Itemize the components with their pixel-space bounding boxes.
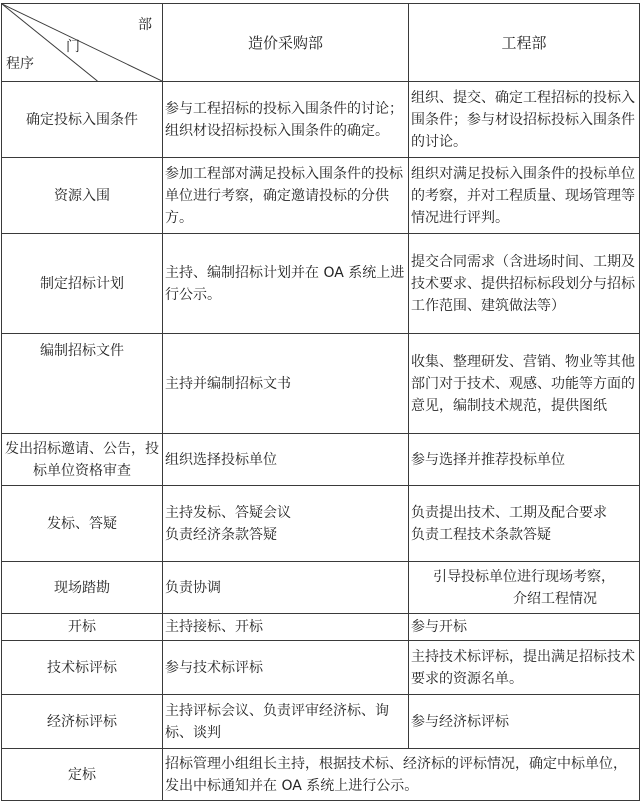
table-row — [2, 695, 640, 749]
header-engineering-dept: 工程部 — [409, 4, 640, 82]
table-row — [2, 562, 640, 614]
eng-cell — [409, 486, 640, 562]
table-row — [2, 234, 640, 334]
cost-cell: 主持、编制招标计划并在 OA 系统上进行公示。 — [163, 234, 409, 334]
step-cell: 现场踏勘 — [2, 562, 163, 614]
cost-cell: 参与技术标评标 — [163, 641, 409, 695]
diagonal-header-cell — [2, 4, 163, 82]
step-cell: 确定投标入围条件 — [2, 82, 163, 158]
table-row — [2, 486, 640, 562]
header-cost-dept: 造价采购部 — [163, 4, 409, 82]
corner-men-label: 门 — [66, 39, 80, 55]
table-row — [2, 614, 640, 641]
cost-cell: 主持评标会议、负责评审经济标、询标、谈判 — [163, 695, 409, 749]
table-row — [2, 749, 640, 801]
cost-cell — [163, 486, 409, 562]
cost-cell: 组织选择投标单位 — [163, 434, 409, 486]
eng-cell: 参与开标 — [409, 614, 640, 641]
responsibility-table — [1, 3, 640, 801]
eng-line: 引导投标单位进行现场考察， — [433, 568, 615, 585]
eng-line: 负责工程技术条款答疑 — [411, 526, 551, 543]
eng-cell: 主持技术标评标，提出满足招标技术要求的资源名单。 — [409, 641, 640, 695]
step-cell: 技术标评标 — [2, 641, 163, 695]
step-cell: 发出招标邀请、公告，投标单位资格审查 — [2, 434, 163, 486]
merged-cell: 招标管理小组组长主持，根据技术标、经济标的评标情况，确定中标单位，发出中标通知并在 OA 系统上进行公示。 — [163, 749, 640, 801]
eng-cell: 组织对满足投标入围条件的投标单位的考察，并对工程质量、现场管理等情况进行评判。 — [409, 158, 640, 234]
eng-cell: 参与选择并推荐投标单位 — [409, 434, 640, 486]
step-cell: 定标 — [2, 749, 163, 801]
eng-cell — [409, 562, 640, 614]
step-cell: 编制招标文件 — [2, 334, 163, 434]
table-row — [2, 334, 640, 434]
eng-cell: 参与经济标评标 — [409, 695, 640, 749]
cost-line: 主持发标、答疑会议 — [165, 504, 291, 521]
step-cell: 制定招标计划 — [2, 234, 163, 334]
eng-cell: 提交合同需求（含进场时间、工期及技术要求、提供招标标段划分与招标工作范围、建筑做法等） — [409, 234, 640, 334]
eng-cell: 组织、提交、确定工程招标的投标入围条件；参与材设招标投标入围条件的讨论。 — [409, 82, 640, 158]
corner-procedure-label: 程序 — [6, 56, 34, 72]
cost-cell: 主持并编制招标文书 — [163, 334, 409, 434]
table-row — [2, 641, 640, 695]
corner-dept-label: 部 — [138, 17, 152, 33]
table-row — [2, 434, 640, 486]
eng-line: 介绍工程情况 — [513, 590, 597, 607]
cost-cell: 参加工程部对满足投标入围条件的投标单位进行考察，确定邀请投标的分供方。 — [163, 158, 409, 234]
table-row — [2, 82, 640, 158]
step-cell: 经济标评标 — [2, 695, 163, 749]
table-row — [2, 158, 640, 234]
eng-line: 负责提出技术、工期及配合要求 — [411, 504, 607, 521]
header-row — [2, 4, 640, 82]
cost-cell: 主持接标、开标 — [163, 614, 409, 641]
step-cell: 发标、答疑 — [2, 486, 163, 562]
cost-cell: 负责协调 — [163, 562, 409, 614]
eng-cell: 收集、整理研发、营销、物业等其他部门对于技术、观感、功能等方面的意见，编制技术规范，提供图纸 — [409, 334, 640, 434]
step-cell: 开标 — [2, 614, 163, 641]
cost-cell: 参与工程招标的投标入围条件的讨论；组织材设招标投标入围条件的确定。 — [163, 82, 409, 158]
cost-line: 负责经济条款答疑 — [165, 526, 277, 543]
step-cell: 资源入围 — [2, 158, 163, 234]
